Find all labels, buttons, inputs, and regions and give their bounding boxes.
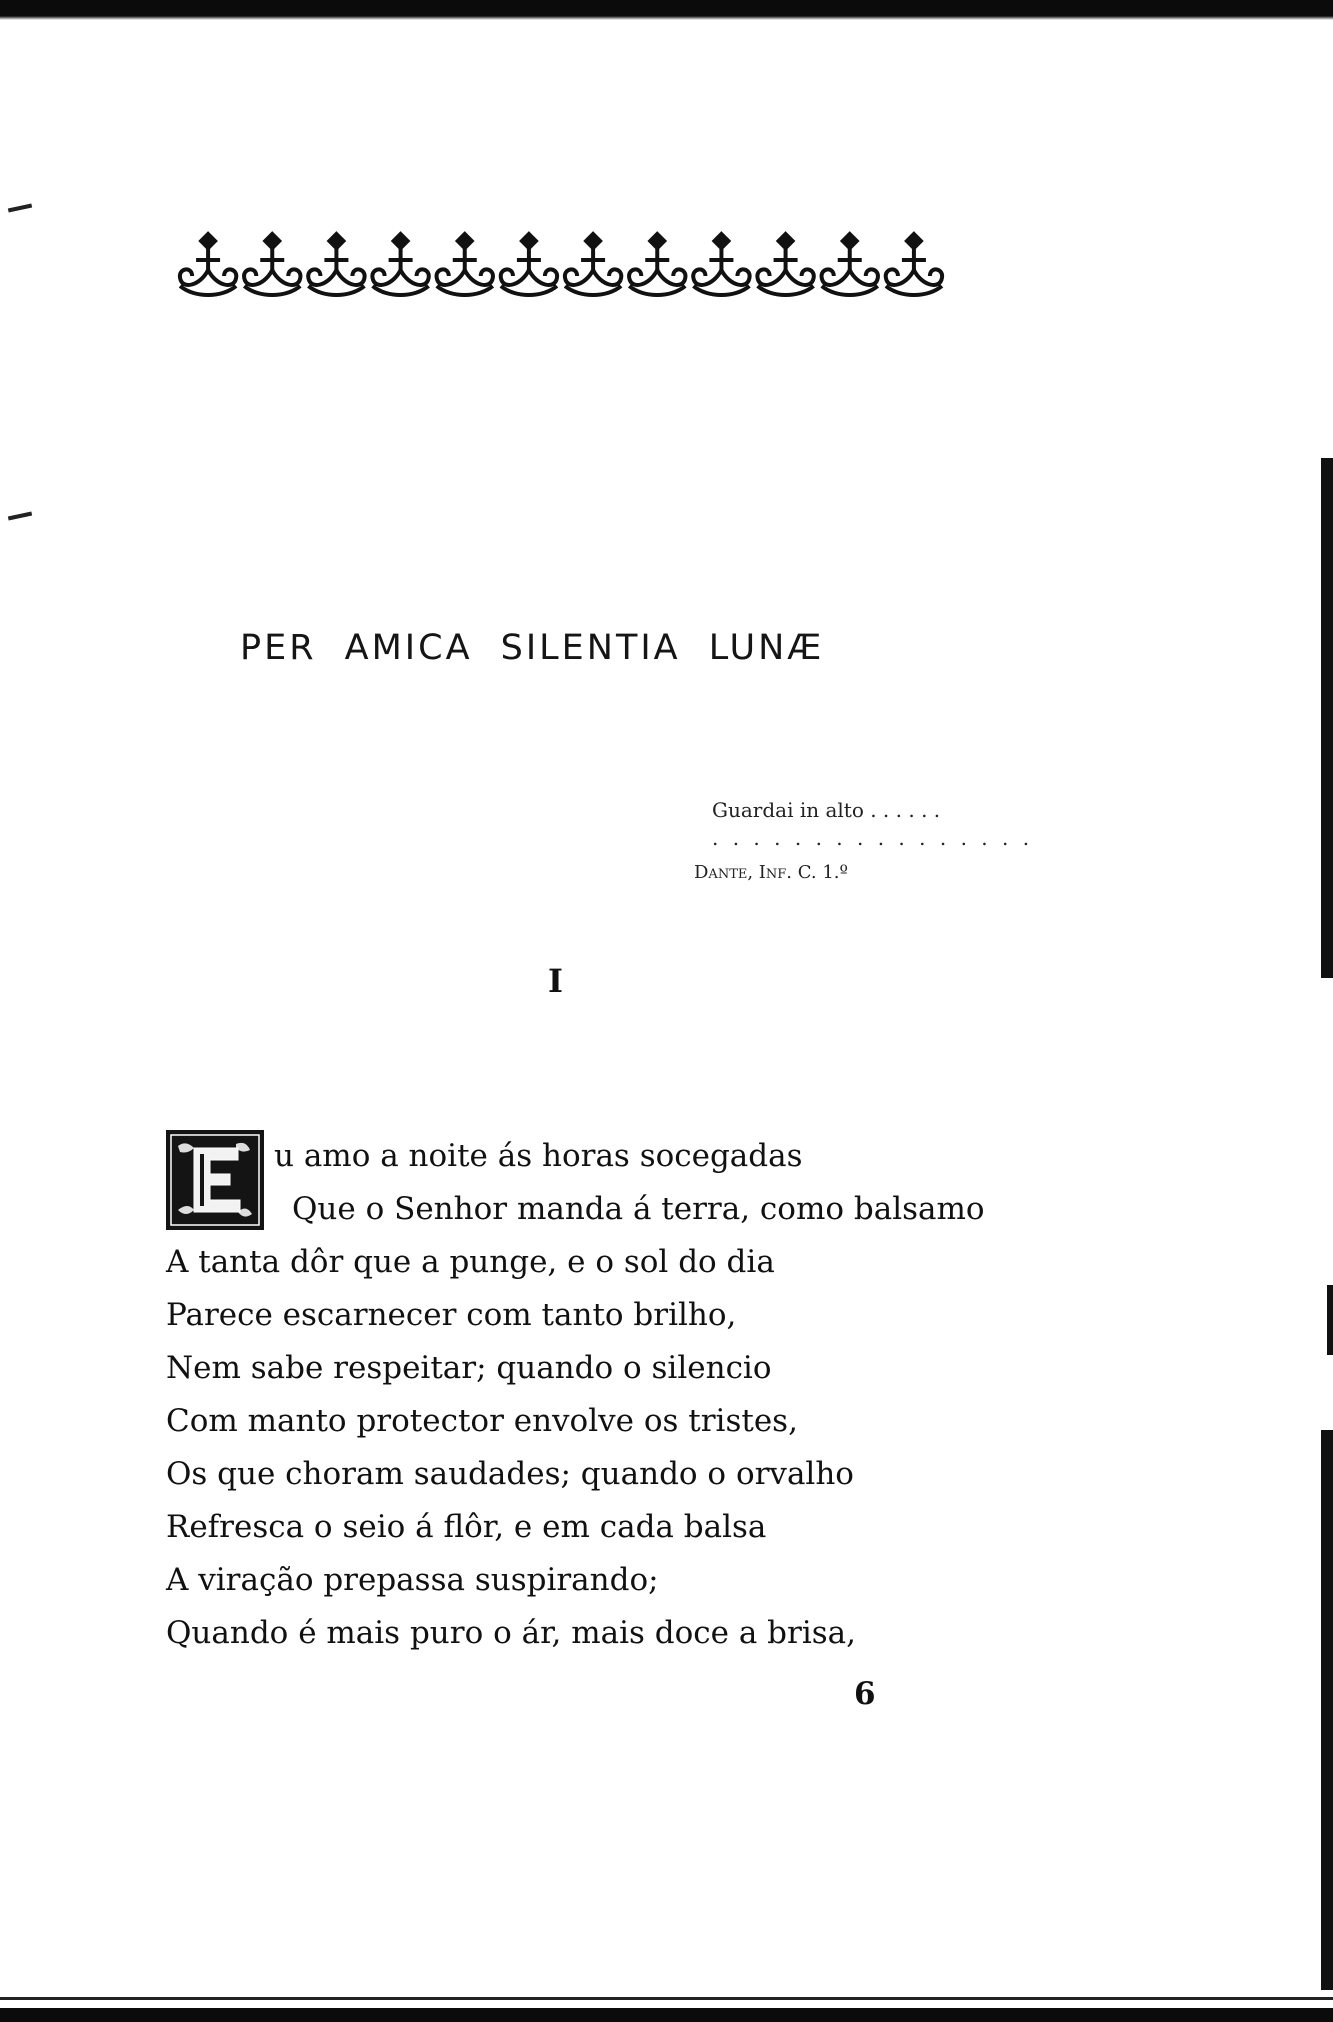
- scan-edge-bottom-line: [0, 1997, 1333, 2000]
- fleuron-unit: [757, 234, 813, 295]
- fleuron-unit: [693, 234, 749, 295]
- fleuron-unit: [629, 234, 685, 295]
- poem-title: PER AMICA SILENTIA LUNÆ: [240, 628, 825, 668]
- poem-line: Nem sabe respeitar; quando o silencio: [166, 1350, 772, 1386]
- poem-line: Parece escarnecer com tanto brilho,: [166, 1297, 737, 1333]
- poem-line: A tanta dôr que a punge, e o sol do dia: [166, 1244, 775, 1280]
- epigraph-quote: Guardai in alto . . . . . .: [712, 798, 941, 822]
- scan-edge-right-lower: [1321, 1430, 1333, 1990]
- poem-line: A viração prepassa suspirando;: [166, 1562, 659, 1598]
- page-number: 6: [854, 1676, 876, 1712]
- poem-line: Que o Senhor manda á terra, como balsamo: [292, 1191, 985, 1227]
- section-number: I: [548, 962, 563, 1000]
- poem-line: Com manto protector envolve os tristes,: [166, 1403, 798, 1439]
- epigraph-continuation: . . . . . . . . . . . . . . . .: [712, 826, 1034, 850]
- decorated-initial-e-icon: [166, 1130, 264, 1230]
- fleuron-unit: [886, 234, 942, 295]
- fleuron-unit: [437, 234, 493, 295]
- scan-edge-bottom: [0, 2008, 1333, 2022]
- poem-line: u amo a noite ás horas socegadas: [274, 1138, 803, 1174]
- poem-line: Os que choram saudades; quando o orvalho: [166, 1456, 854, 1492]
- fleuron-unit: [501, 234, 557, 295]
- scan-edge-right-mark: [1327, 1285, 1333, 1355]
- fleuron-unit: [372, 234, 428, 295]
- scan-edge-right: [1321, 458, 1333, 978]
- scan-mark-left: [8, 204, 32, 213]
- poem-line: Refresca o seio á flôr, e em cada balsa: [166, 1509, 767, 1545]
- fleuron-unit: [822, 234, 878, 295]
- scan-mark-left: [8, 512, 32, 521]
- scan-edge-top: [0, 0, 1333, 16]
- fleuron-unit: [244, 234, 300, 295]
- fleuron-border-icon: [176, 230, 946, 302]
- fleuron-unit: [308, 234, 364, 295]
- fleuron-unit: [180, 234, 236, 295]
- fleuron-unit: [565, 234, 621, 295]
- epigraph-source: Dante, Inf. C. 1.º: [694, 862, 848, 883]
- poem-line: Quando é mais puro o ár, mais doce a brisa,: [166, 1615, 856, 1651]
